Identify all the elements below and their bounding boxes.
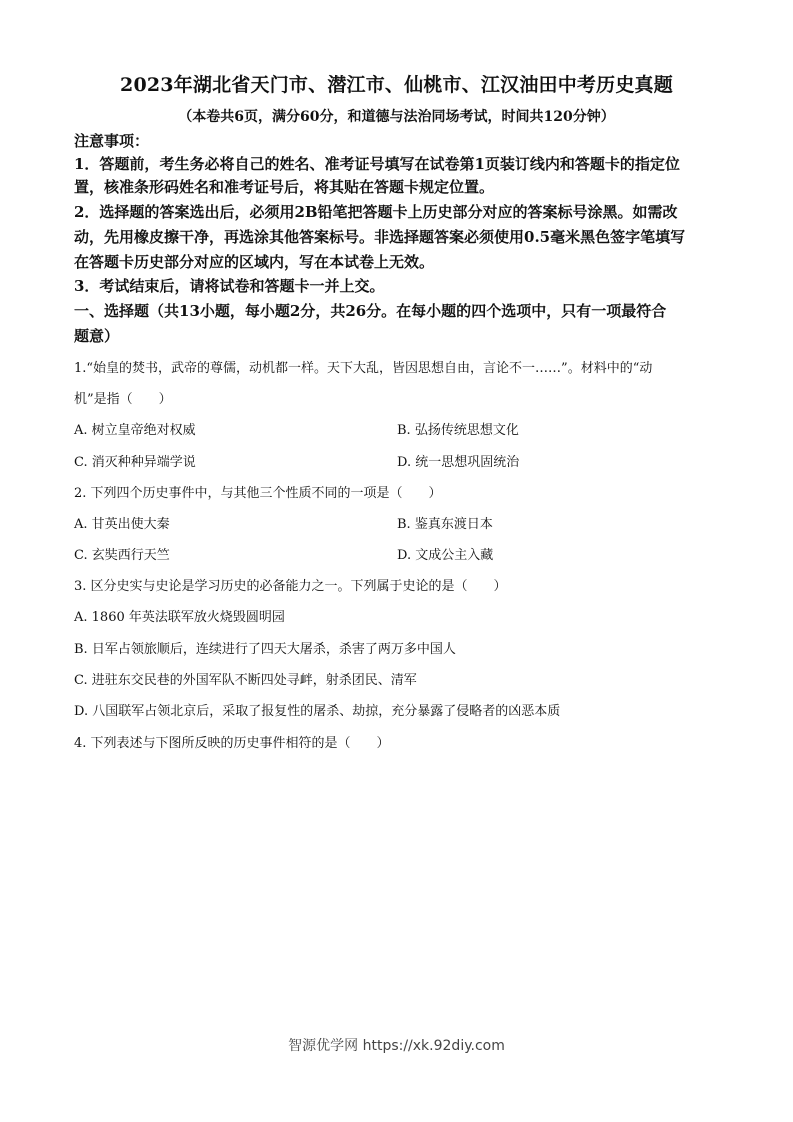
question-3-option-b: B. 日军占领旅顺后，连续进行了四天大屠杀，杀害了两万多中国人 xyxy=(74,642,456,657)
notice-line: 3．考试结束后，请将试卷和答题卡一并上交。 xyxy=(74,277,385,295)
notice-line: 在答题卡历史部分对应的区域内，写在本试卷上无效。 xyxy=(74,253,435,271)
page-title: 2023年湖北省天门市、潜江市、仙桃市、江汉油田中考历史真题 xyxy=(120,74,673,96)
question-2-option-d: D. 文成公主入藏 xyxy=(397,548,494,563)
question-4-stem: 4. 下列表述与下图所反映的历史事件相符的是（ ） xyxy=(74,736,390,751)
question-2-option-b: B. 鉴真东渡日本 xyxy=(397,517,493,532)
notice-line: 置，核准条形码姓名和准考证号后，将其贴在答题卡规定位置。 xyxy=(74,178,495,196)
section-heading: 一、选择题（共13小题，每小题2分，共26分。在每小题的四个选项中，只有一项最符合 xyxy=(74,302,667,320)
question-2-option-c: C. 玄奘西行天竺 xyxy=(74,548,170,563)
footer-watermark: 智源优学网 https://xk.92diy.com xyxy=(288,1038,505,1054)
question-2-option-a: A. 甘英出使大秦 xyxy=(74,517,170,532)
question-1-option-a: A. 树立皇帝绝对权威 xyxy=(74,423,196,438)
question-3-option-d: D. 八国联军占领北京后，采取了报复性的屠杀、劫掠，充分暴露了侵略者的凶恶本质 xyxy=(74,704,561,719)
question-3-option-a: A. 1860 年英法联军放火烧毁圆明园 xyxy=(74,610,285,625)
notice-line: 2．选择题的答案选出后，必须用2B铅笔把答题卡上历史部分对应的答案标号涂黑。如需改 xyxy=(74,203,678,221)
notice-line: 动，先用橡皮擦干净，再选涂其他答案标号。非选择题答案必须使用0.5毫米黑色签字笔填写 xyxy=(74,228,686,246)
question-1-option-b: B. 弘扬传统思想文化 xyxy=(397,423,519,438)
question-1-option-d: D. 统一思想巩固统治 xyxy=(397,455,520,470)
question-2-stem: 2. 下列四个历史事件中，与其他三个性质不同的一项是（ ） xyxy=(74,486,442,501)
question-1-stem: 1.“始皇的焚书，武帝的尊儒，动机都一样。天下大乱，皆因思想自由，言论不一……”。材料中的“动 xyxy=(74,361,653,376)
page-subtitle: （本卷共6页，满分60分，和道德与法治同场考试，时间共120分钟） xyxy=(178,109,615,125)
question-3-stem: 3. 区分史实与史论是学习历史的必备能力之一。下列属于史论的是（ ） xyxy=(74,579,507,594)
section-heading-cont: 题意） xyxy=(74,327,120,345)
notice-heading: 注意事项： xyxy=(74,132,150,150)
notice-line: 1．答题前，考生务必将自己的姓名、准考证号填写在试卷第1页装订线内和答题卡的指定位 xyxy=(74,155,680,173)
question-3-option-c: C. 进驻东交民巷的外国军队不断四处寻衅，射杀团民、清军 xyxy=(74,673,417,688)
question-1-option-c: C. 消灭种种异端学说 xyxy=(74,455,196,470)
question-1-stem-cont: 机”是指（ ） xyxy=(74,392,172,407)
